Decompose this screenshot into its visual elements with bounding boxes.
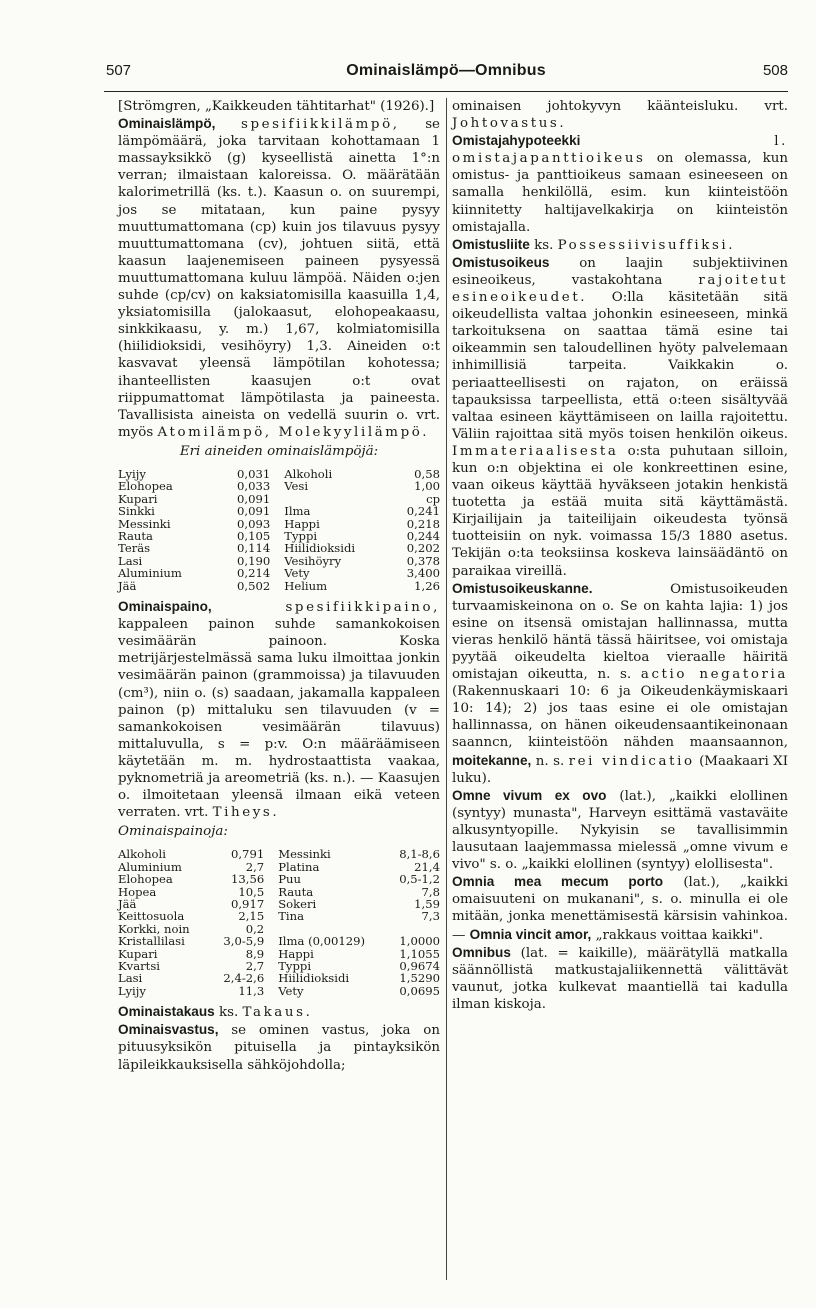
entry-body: (lat.), „kaikki elollinen (syntyy) munasta", Harveyn esittämä vastaväite alkusyntyopille. Nykyisin se tavallisimmin lausutaan laajemmassa mielessä „omne vivum e vivo" s. o. „kaikki elollinen (syntyy) elollisesta". [452,788,788,873]
material-value: 10,5 [238,884,265,899]
spaced-term: spesifiikkipaino, [285,600,440,616]
material-name: Messinki [278,847,331,862]
material-value: 1,0000 [399,934,440,949]
material-name: Kvartsi [118,959,160,973]
table-row [118,873,440,885]
entry-body: on olemassa, kun omistus- ja panttioikeus samaan esineeseen on samalla henkilöllä, esim. kun kiinteistöön kiinnitetty haltijavelkakirja on kiinteistön omistajalla. [452,151,789,235]
material-name: Keittosuola [118,909,185,924]
material-value: 11,3 [238,983,265,998]
material-value: 1,5290 [399,971,440,986]
material-value: 21,4 [414,859,440,874]
cross-reference: Takaus. [242,1005,313,1021]
material-name: Aluminium [118,859,182,874]
material-name: Elohopea [118,479,173,494]
spaced-term: rei vindicatio [568,753,695,769]
material-value: 7,8 [421,884,440,899]
material-value: 0,244 [406,529,440,543]
headword: Ominaislämpö, [118,116,216,132]
table-row [118,530,440,542]
column-divider [446,98,447,1280]
entry-body: (lat.), „kaikki omaisuuteni on mukanani", s. o. minulla ei ole mitään, jonka menettämisestä kärsisin vahinkoa. — [452,875,788,943]
material-name: Vety [278,983,304,998]
left-continuation: [Strömgren, „Kaikkeuden tähtitarhat" (1926).] [118,99,435,114]
bold-term: moitekanne, [452,752,532,768]
material-name: Tina [278,909,305,924]
table-caption: Ominaispainoja: [118,824,228,840]
material-name: Kupari [118,491,158,506]
material-value: 0,2 [245,921,265,936]
table-row [118,493,440,505]
entry-body: „rakkaus voittaa kaikki". [595,927,764,943]
material-name: Hiilidioksidi [278,971,350,986]
table-row [118,567,440,579]
entry-omne-vivum [452,787,788,873]
table-row [118,985,440,997]
spaced-term: rajoitetut esineoikeudet. [452,272,788,306]
material-name: Hiilidioksidi [284,541,356,556]
material-value: 1,1055 [399,946,440,961]
material-name: Typpi [278,959,312,973]
material-value: 0,114 [237,541,271,556]
material-value: 0,190 [237,553,271,568]
material-name: Messinki [118,516,171,531]
entry-body: se lämpömäärä, joka tarvitaan kohottamaan 1 massayksikkö (g) kyseellistä ainetta 1°:n verran; ilmaistaan kaloreissa. O. määrätään kalorimetrillä (ks. t.). Kaasun o. on suurempi, jos se mitataan, kun paine pysyy muuttumattomana (cp) kuin jos tilavuus pysyy muuttumattomana (cv), johtuen siitä, että kaasun laajenemiseen paineen pysyessä muuttumattomana kuluu lämpöä. Näiden o:jen suhde (cp/cv) on kaksiatomisilla kaasuilla 1,4, yksiatomisilla (jalokaasut, elohopeakaasu, sinkkikaasu, y. m.) 1,67, kolmiatomisilla (hiilidioksidi, vesihöyry) 1,3. Aineiden o:t kasvavat yleensä lämpötilan kohotessa; ihanteellisten kaasujen o:t ovat riippumattomat lämpötilasta ja paineesta. Tavallisista aineista on vedellä suurin o. vrt. myös [118,117,440,440]
table-row [118,848,440,860]
entry-omistusliite [452,236,788,254]
material-name: Jää [118,578,137,593]
spaced-term: spesifiikkilämpö, [241,117,400,133]
headword: Omistusoikeuskanne. [452,580,593,596]
table-row [118,542,440,554]
material-value: 0,033 [237,479,271,494]
cross-reference: Tiheys. [212,805,280,821]
material-name: Hopea [118,884,157,899]
material-value: 7,3 [421,909,440,924]
table-row [118,580,440,592]
material-value: 0,218 [406,516,440,531]
table-row [118,910,440,922]
material-value: 0,202 [406,541,440,556]
spaced-term: actio negatoria [640,667,788,683]
material-name: Alkoholi [284,466,333,481]
material-value: 8,1-8,6 [399,847,440,862]
material-value: 0,241 [406,504,440,519]
material-name: Lyijy [118,466,146,481]
entry-body: o:sta puhutaan silloin, kun o:n objektina ei ole konkreettinen esine, vaan oikeus käyttää hyväkseen jotakin henkistä tuotetta ja estää muita sitä käyttämästä. Kirjailijain ja taiteilijain oikeudesta työnsä tuotteisiin on nyk. voimassa 15/3 1880 asetus. Tekijän o:ta teoksiinsa koskeva lainsäädäntö on paraikaa vireillä. [452,443,789,579]
material-name: Korkki, noin [118,921,190,936]
material-value: 0,9674 [399,959,440,973]
headword: Omnibus [452,944,511,960]
left-column [118,98,440,1074]
material-name: Lasi [118,553,143,568]
table-row [118,505,440,517]
entry-omistusoikeuskanne [452,580,788,787]
material-value: 1,00 [414,479,440,494]
headword: Omistusoikeus [452,254,550,270]
material-name: Jää [118,896,137,911]
material-name: Rauta [278,884,314,899]
material-value: 0,0695 [399,983,440,998]
entry-body: ks. [218,1005,239,1021]
page-number-left: 507 [106,62,132,79]
material-value: 0,214 [237,566,271,581]
running-title: Ominaislämpö—Omnibus [346,62,546,79]
table-row [118,518,440,530]
entry-ominaislampo [118,115,440,441]
material-value: 0,917 [231,896,265,911]
specific-gravity-table [118,848,440,997]
cross-reference: Possessiivisuffiksi. [557,237,736,253]
material-value: 1,59 [414,896,440,911]
entry-omistusoikeus [452,254,788,580]
material-name: Vesi [284,479,309,494]
material-value: 1,26 [414,578,440,593]
material-name: Typpi [284,529,318,543]
material-name: Sokeri [278,896,317,911]
material-value: 0,091 [237,491,271,506]
material-name: Platina [278,859,320,874]
material-name: Ilma (0,00129) [278,934,366,949]
material-name: Lasi [118,971,143,986]
material-value: 3,400 [406,566,440,581]
material-value: 8,9 [245,946,265,961]
material-value: 0,58 [414,466,440,481]
material-name: Happi [278,946,314,961]
entry-omnia-mea [452,873,788,943]
material-value: 2,15 [238,909,265,924]
material-name: Elohopea [118,872,173,887]
material-value: 2,4-2,6 [223,971,265,986]
right-continuation [452,98,788,132]
table-row [118,480,440,492]
material-value: 2,7 [245,859,265,874]
entry-ominaisvastus [118,1021,440,1073]
material-name: Sinkki [118,504,155,519]
cross-reference: Atomilämpö, Molekyylilämpö. [157,424,430,440]
headword: Omistusliite [452,236,530,252]
material-value: 2,7 [245,959,265,973]
table-caption: Eri aineiden ominaislämpöjä: [179,443,379,459]
spaced-term: Immateriaalisesta [452,443,619,459]
entry-ominaispaino [118,598,440,821]
headword: Ominaistakaus [118,1004,215,1020]
entry-body: se ominen vastus, joka on pituusyksikön pituisella ja pintayksikön läpileikkauksisella sähköjohdolla; [118,1023,440,1073]
specific-heat-table [118,468,440,592]
material-value: 0,031 [237,466,271,481]
material-name: Vety [284,566,310,581]
headword: Omistajahypoteekki [452,133,581,149]
cross-reference: Johtovastus. [452,116,567,132]
headword: Omnia vincit amor, [469,926,592,942]
entry-body: Omistusoikeuden turvaamiskeinona on o. Se on kahta lajia: 1) jos esine on itsensä omistajan hallinnassa, mutta vieras henkilö häntä tässä häiritsee, voi omistaja pyytää oikeudelta kieltoa vieraalle häiritä omistajan oikeutta, n. s. [452,581,788,683]
entry-ominaistakaus [118,1003,440,1021]
material-value: 0,093 [237,516,271,531]
entry-body: n. s. [535,753,565,769]
headword: Ominaisvastus, [118,1022,219,1038]
right-column [452,98,788,1013]
material-name: Vesihöyry [284,553,342,568]
material-name: Aluminium [118,566,182,581]
headword: Omnia mea mecum porto [452,874,664,890]
entry-body: on laajin subjektiivinen esineoikeus, vastakohtana [452,255,788,288]
material-value: 0,091 [237,504,271,519]
spaced-term: l. omistajapanttioikeus [452,134,788,167]
entry-body: (Rakennuskaari 10: 6 ja Oikeudenkäymiskaari 10: 14); 2) jos taas esine ei ole omistajan hallinnassa, on hänen oikeudensaantikeinonaan saanncn, kiinteistöön nähden maansaannon, [452,684,788,751]
material-name: Puu [278,872,301,887]
material-value: 13,56 [231,872,265,887]
page-number-right: 508 [762,62,788,79]
entry-body: kappaleen painon suhde samankokoisen vesimäärän painoon. Koska metrijärjestelmässä sama luku ilmoittaa jonkin vesimäärän painon (grammoissa) ja tilavuuden (cm³), niin o. (s) saadaan, jakamalla kappaleen painon (p) mittaluku sen tilavuuden (v = samankokoisen vesimäärän tilavuus) mittaluvulla, s = p:v. O:n määräämiseen käytetään m. m. hydrostaattista vaakaa, pyknometriä ja areometriä (ks. n.). — Kaasujen o. ilmoitetaan yleensä ilmaan eikä veteen verraten. vrt. [118,617,440,821]
material-value: 0,502 [237,578,271,593]
material-name: Ilma [284,504,311,519]
entry-body: ks. [534,237,554,253]
material-name: Alkoholi [118,847,166,862]
material-value: 3,0-5,9 [223,934,265,949]
entry-body: O:lla käsitetään sitä oikeudellista valtaa johonkin esineeseen, minkä tarkoituksena on saattaa tämä esine tai oikeammin sen taloudellinen hyöty palvelemaan inhimillisiä tarpeita. Vaikkakin o. periaatteellisesti on rajaton, on eräissä tapauksissa tarpeellista, että o:teen sisältyvää valtaa esineen käyttämiseen on lailla rajoitettu. Väliin rajoittaa sitä myös toisen henkilön oikeus. [452,290,788,442]
entry-body: ominaisen johtokyvyn käänteisluku. vrt. [452,99,788,114]
entry-omistajahypoteekki [452,132,788,236]
material-name: Rauta [118,529,153,543]
entry-body: (Maakaari XI luku). [452,753,788,786]
table-row [118,972,440,984]
material-name: Kristallilasi [118,934,185,949]
material-value: 0,105 [237,529,271,543]
material-name: Teräs [118,541,151,556]
header-rule [104,91,788,92]
material-value: 0,791 [231,847,265,862]
table-row [118,935,440,947]
material-name: Lyijy [118,983,146,998]
entry-body: (lat. = kaikille), määrätyllä matkalla säännöllistä matkustajaliikennettä välittävät vaunut, jotka kulkevat maantiellä tai kadulla ilman kiskoja. [452,945,788,1012]
material-name: Kupari [118,946,158,961]
material-value: 0,378 [406,553,440,568]
material-value: 0,5-1,2 [399,872,440,887]
entry-omnibus [452,944,788,1013]
headword: Omne vivum ex ovo [452,787,607,803]
material-name: Happi [284,516,320,531]
material-value: cp [426,491,440,506]
material-name: Helium [284,578,328,593]
headword: Ominaispaino, [118,599,212,615]
page-header [104,62,788,86]
